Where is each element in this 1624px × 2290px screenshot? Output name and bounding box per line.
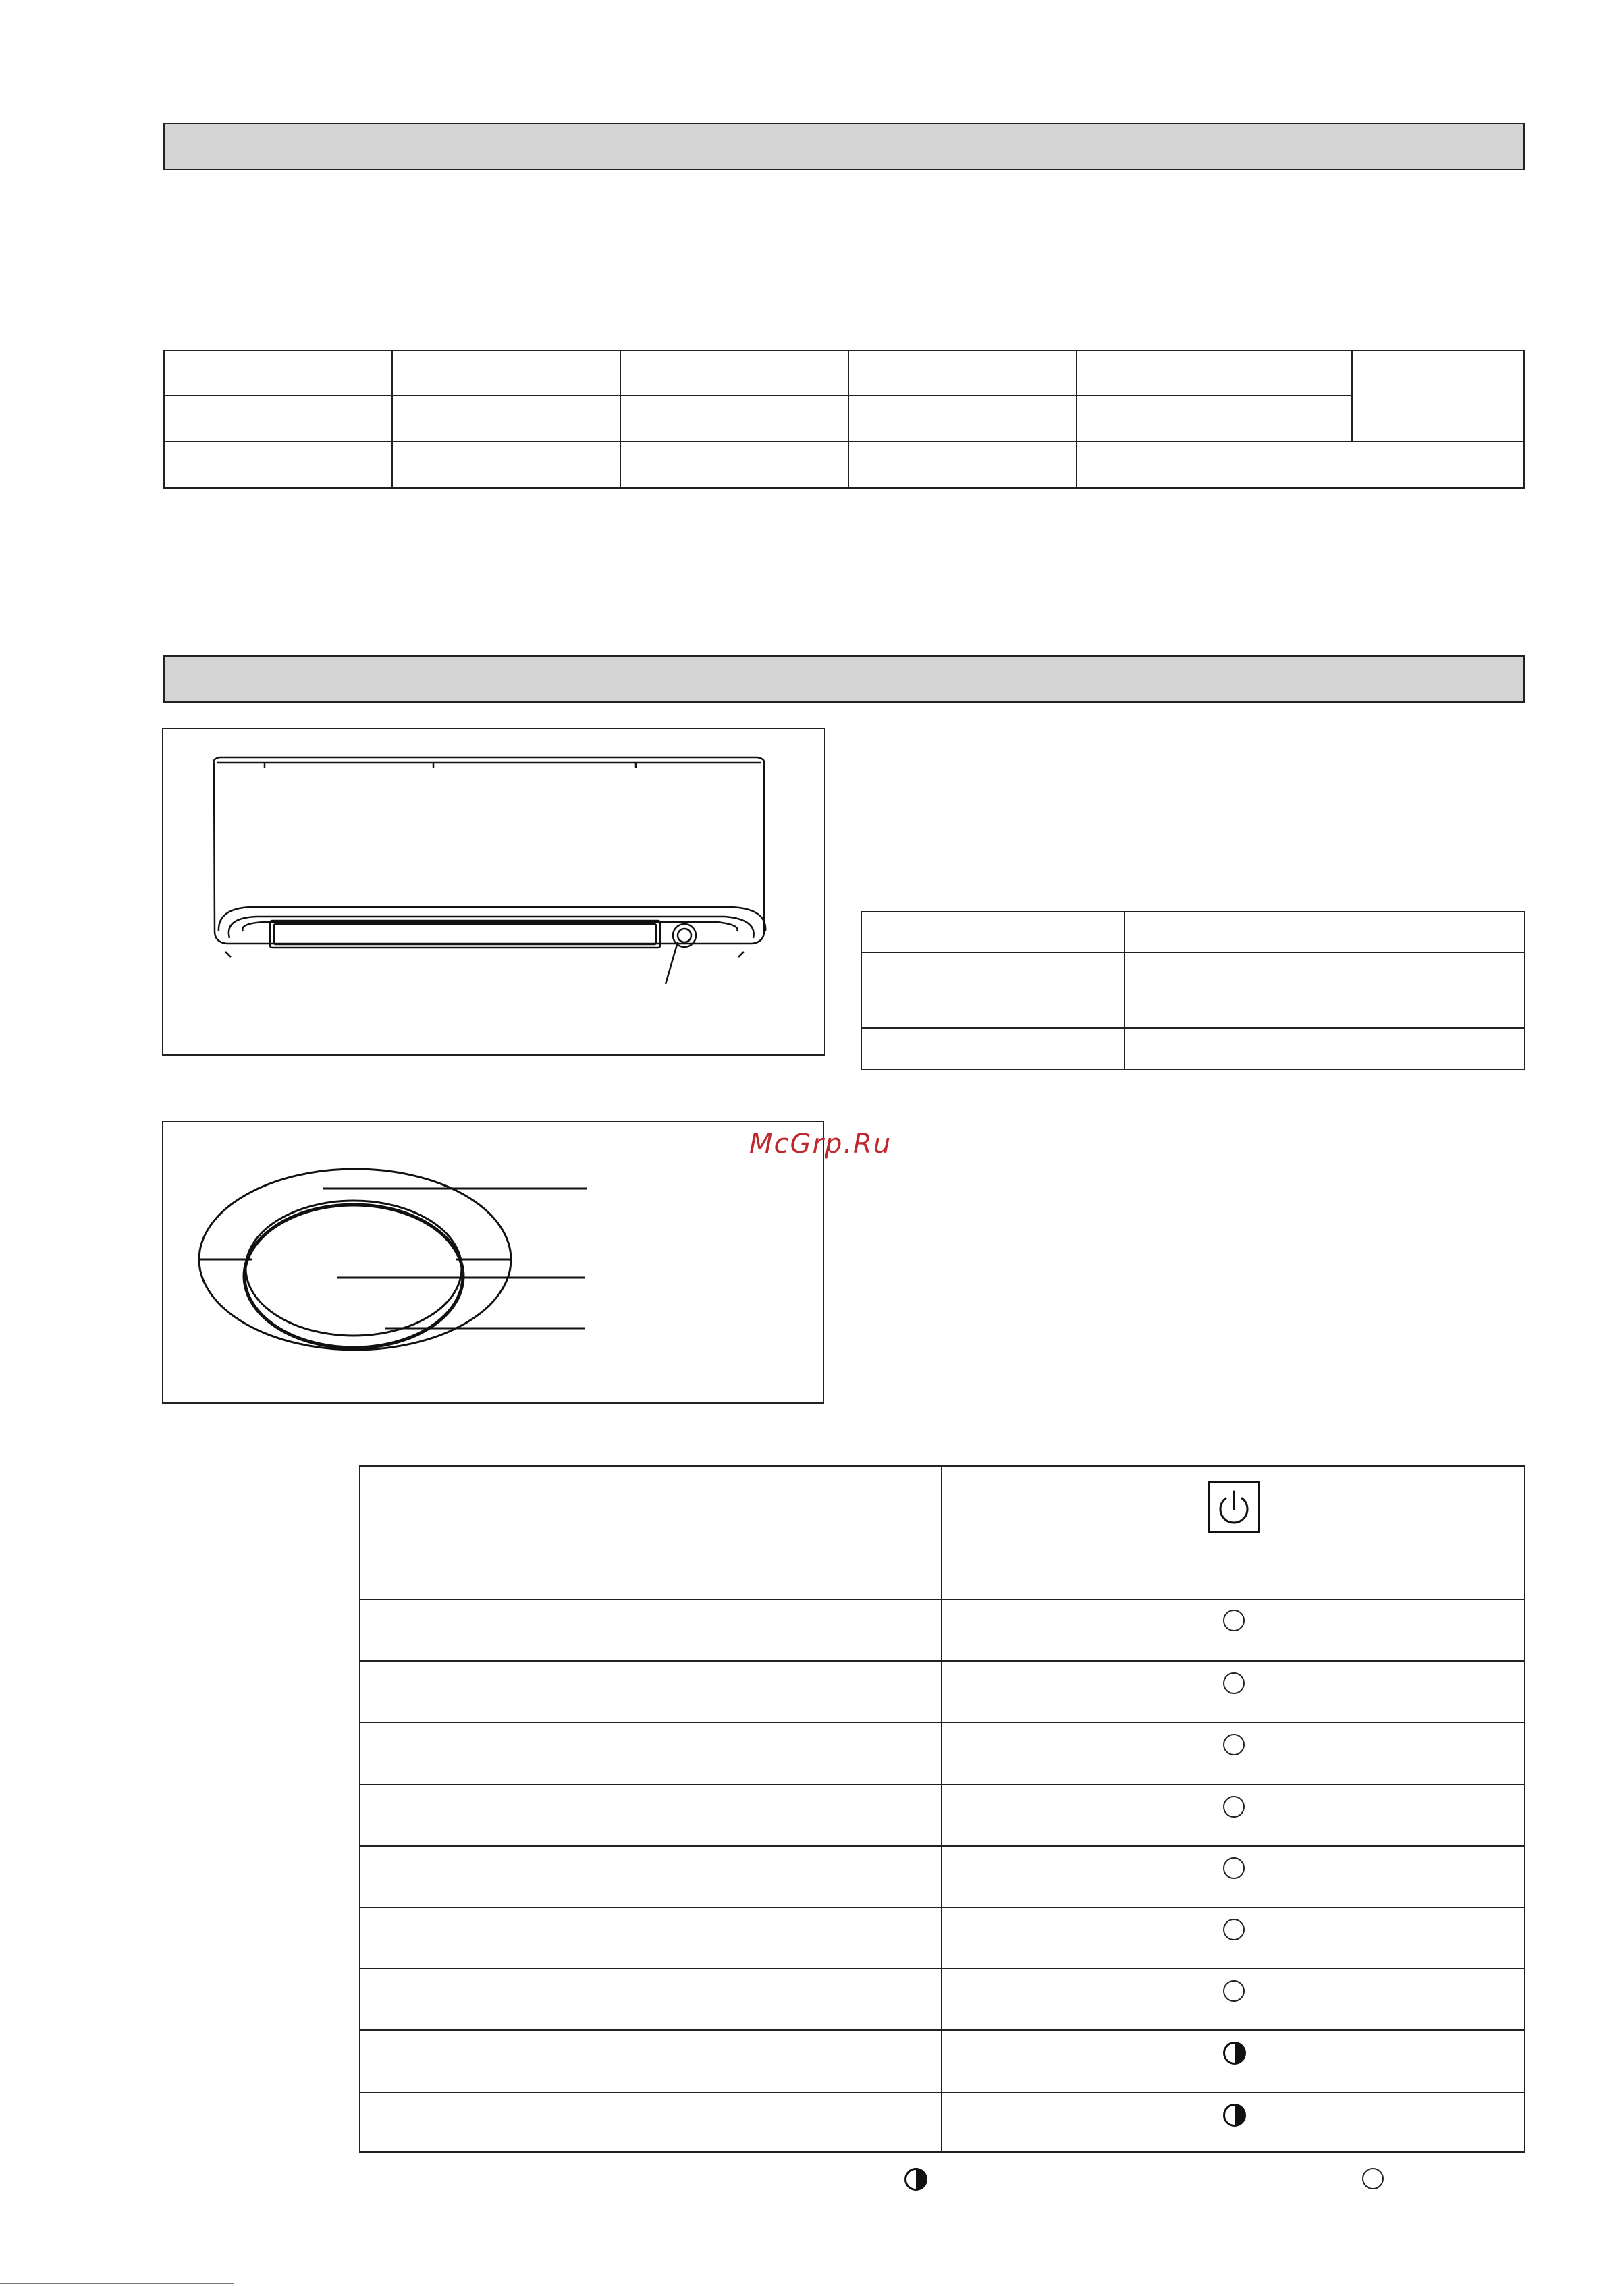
lamp-off-icon xyxy=(1223,1919,1245,1940)
lamp-table-header xyxy=(360,1467,1524,1600)
watermark: McGrp.Ru xyxy=(749,1128,892,1160)
spec-cell xyxy=(1077,396,1352,442)
indoor-unit-drawing xyxy=(163,729,827,1057)
lamp-row-label xyxy=(360,2093,942,2152)
lamp-blinking-icon xyxy=(1223,2042,1246,2065)
spec-cell xyxy=(1077,441,1524,488)
lamp-table-row xyxy=(359,1845,1525,1907)
spec-cell xyxy=(848,396,1077,442)
lamp-off-icon xyxy=(1223,1610,1245,1631)
lamp-row-label xyxy=(360,1785,942,1845)
legend-off-icon xyxy=(1362,2168,1384,2189)
spec-cell xyxy=(164,396,392,442)
spec-cell xyxy=(164,350,392,396)
spec-cell xyxy=(164,441,392,488)
lamp-row-label xyxy=(360,1908,942,1968)
lamp-table-row xyxy=(359,2029,1525,2091)
section-header-bar-1 xyxy=(163,123,1525,170)
lamp-table-row xyxy=(359,1722,1525,1783)
indicator-cell xyxy=(1125,1028,1525,1070)
indicator-cell xyxy=(861,1028,1125,1070)
lamp-off-icon xyxy=(1223,1980,1245,2002)
lamp-table-row xyxy=(359,1907,1525,1968)
spec-cell xyxy=(392,350,620,396)
power-icon xyxy=(1208,1481,1260,1533)
lamp-header-label xyxy=(360,1467,942,1599)
spec-cell xyxy=(848,441,1077,488)
indicator-cell xyxy=(861,912,1125,952)
spec-cell xyxy=(620,441,848,488)
lamp-off-icon xyxy=(1223,1796,1245,1818)
indicator-cell xyxy=(1125,952,1525,1028)
lamp-table-row xyxy=(359,1599,1525,1660)
lamp-off-icon xyxy=(1223,1734,1245,1755)
lamp-table-row xyxy=(359,1784,1525,1845)
lamp-row-label xyxy=(360,1599,942,1660)
section-header-bar-2 xyxy=(163,655,1525,703)
spec-cell xyxy=(392,396,620,442)
indicator-table xyxy=(861,911,1525,1070)
lamp-row-label xyxy=(360,2031,942,2091)
lamp-row-label xyxy=(360,1847,942,1907)
spec-cell xyxy=(1352,350,1524,441)
spec-table xyxy=(163,350,1525,489)
indicator-cell xyxy=(861,952,1125,1028)
lamp-table-row xyxy=(359,1968,1525,2029)
spec-cell xyxy=(620,350,848,396)
lamp-table-row xyxy=(359,1660,1525,1722)
spec-cell xyxy=(1077,350,1352,396)
legend-blinking-icon xyxy=(904,2168,927,2191)
lamp-off-icon xyxy=(1223,1857,1245,1879)
lamp-blinking-icon xyxy=(1223,2104,1246,2127)
lamp-table-row xyxy=(359,2092,1525,2153)
lamp-row-label xyxy=(360,1662,942,1722)
footer-rule xyxy=(0,2283,234,2284)
spec-cell xyxy=(848,350,1077,396)
lamp-off-icon xyxy=(1223,1672,1245,1694)
lamp-row-label xyxy=(360,1723,942,1783)
indoor-unit-figure xyxy=(162,728,825,1056)
indicator-cell xyxy=(1125,912,1525,952)
spec-cell xyxy=(620,396,848,442)
lamp-row-label xyxy=(360,1969,942,2029)
receiver-detail-drawing xyxy=(163,1122,825,1405)
receiver-detail-figure xyxy=(162,1121,824,1404)
spec-cell xyxy=(392,441,620,488)
